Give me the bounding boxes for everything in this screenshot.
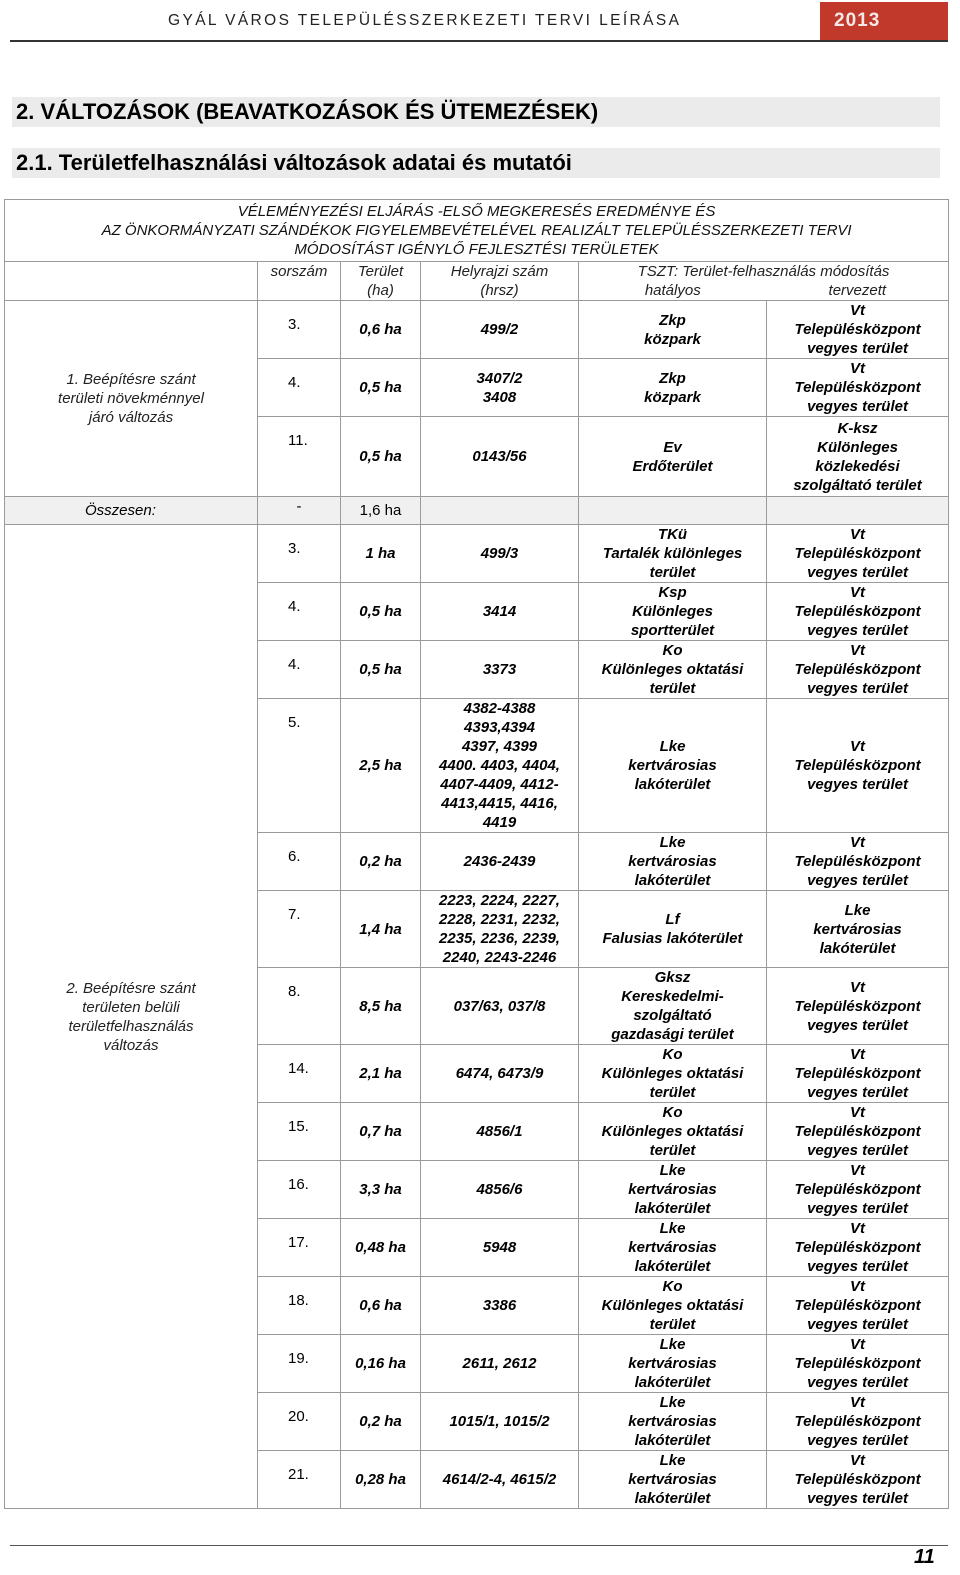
cell-line: Lke (659, 1162, 686, 1179)
hatalyos-cell (579, 641, 767, 699)
column-sorszam-label: sorszám (270, 263, 328, 280)
cell-line: Különleges oktatási (601, 661, 744, 678)
table-title-line: AZ ÖNKORMÁNYZATI SZÁNDÉKOK FIGYELEMBEVÉTELÉVEL REALIZÁLT TELEPÜLÉSSZERKEZETI TERVI (101, 222, 852, 239)
cell-line: 0143/56 (472, 448, 527, 465)
cell-line: vegyes terület (807, 398, 908, 415)
tervezett-cell (767, 1277, 949, 1335)
cell-line: lakóterület (634, 872, 711, 889)
cell-line: Lke (659, 1336, 686, 1353)
cell-line: terület (649, 1316, 696, 1333)
hatalyos-cell (579, 1335, 767, 1393)
hatalyos-cell (579, 968, 767, 1045)
cell-line: Vt (850, 526, 866, 543)
cell-line: TKü (657, 526, 688, 543)
cell-line: Lke (844, 901, 871, 919)
cell-line: Településközpont (794, 997, 921, 1015)
cell-line: Településközpont (794, 1297, 921, 1314)
total-empty-hatalyos (579, 497, 767, 525)
cell-line: Vt (850, 1162, 866, 1179)
cell-line: terület (649, 680, 696, 697)
cell-line: lakóterület (634, 776, 711, 793)
hrsz-cell (421, 641, 579, 699)
cell-line: 4400. 4403, 4404, (439, 757, 560, 774)
cell-line: Településközpont (794, 545, 921, 562)
cell-line: 3386 (482, 1297, 517, 1314)
hatalyos-cell (579, 525, 767, 583)
cell-line: 4393,4394 (464, 719, 535, 736)
tervezett-cell (767, 359, 949, 417)
sorszam-cell: 8. (258, 968, 341, 1045)
sorszam-cell: 14. (258, 1045, 341, 1103)
cell-line: vegyes terület (807, 1258, 908, 1275)
terulet-cell: 0,5 ha (341, 641, 421, 699)
hrsz-cell (421, 1219, 579, 1277)
column-header-row (5, 262, 949, 301)
cell-line: Vt (850, 360, 866, 377)
cell-line: terület (649, 1084, 696, 1101)
tervezett-cell (767, 968, 949, 1045)
cell-line: Vt (850, 1452, 866, 1469)
land-use-change-table (4, 199, 949, 1509)
hrsz-cell (421, 1335, 579, 1393)
cell-line: 5948 (482, 1239, 517, 1256)
terulet-cell: 0,7 ha (341, 1103, 421, 1161)
cell-line: terület (649, 564, 696, 581)
cell-line: gazdasági terület (611, 1026, 734, 1043)
cell-line: Tartalék különleges (602, 545, 743, 562)
tervezett-cell (767, 1103, 949, 1161)
table-title (5, 200, 949, 262)
cell-line: 4397, 4399 (461, 738, 538, 755)
terulet-cell: 0,2 ha (341, 833, 421, 891)
column-tszt-label: TSZT: Terület-felhasználás módosítás (637, 263, 890, 280)
terulet-cell: 0,5 ha (341, 417, 421, 497)
cell-line: Lke (659, 1220, 686, 1237)
section-label-header-cell (5, 262, 258, 301)
section-label-line: területfelhasználás (68, 1017, 194, 1035)
sorszam-cell: 4. (258, 641, 341, 699)
cell-line: 4419 (482, 814, 517, 831)
sorszam-cell: 17. (258, 1219, 341, 1277)
tervezett-cell (767, 1335, 949, 1393)
sorszam-cell: 21. (258, 1451, 341, 1509)
terulet-cell: 0,28 ha (341, 1451, 421, 1509)
cell-line: lakóterület (634, 1432, 711, 1449)
page-header (0, 0, 960, 42)
section-label-line: 2. Beépítésre szánt (66, 979, 196, 997)
cell-line: Zkp (659, 311, 686, 329)
tervezett-cell (767, 417, 949, 497)
tervezett-cell (767, 1451, 949, 1509)
hrsz-cell (421, 417, 579, 497)
sorszam-cell: 4. (258, 359, 341, 417)
cell-line: kertvárosias (628, 1355, 717, 1372)
terulet-cell: 1,4 ha (341, 891, 421, 968)
cell-line: Ko (662, 642, 683, 659)
cell-line: Zkp (659, 369, 686, 387)
sorszam-cell: 4. (258, 583, 341, 641)
terulet-cell: 1 ha (341, 525, 421, 583)
total-sorszam: - (258, 497, 341, 525)
cell-line: terület (649, 1142, 696, 1159)
tervezett-cell (767, 1045, 949, 1103)
cell-line: 3414 (482, 603, 517, 620)
terulet-cell: 8,5 ha (341, 968, 421, 1045)
terulet-cell: 0,6 ha (341, 301, 421, 359)
cell-line: 4382-4388 (463, 700, 536, 717)
cell-line: vegyes terület (807, 1016, 908, 1034)
cell-line: szolgáltató terület (793, 476, 922, 494)
cell-line: vegyes terület (807, 1374, 908, 1391)
cell-line: Vt (850, 1046, 866, 1063)
cell-line: 2228, 2231, 2232, (439, 911, 560, 928)
cell-line: Településközpont (794, 321, 921, 338)
cell-line: sportterület (630, 622, 715, 639)
hrsz-cell (421, 525, 579, 583)
cell-line: K-ksz (837, 419, 878, 437)
section-label-line: 1. Beépítésre szánt (66, 371, 196, 388)
cell-line: közpark (644, 330, 701, 348)
cell-line: Településközpont (794, 1123, 921, 1140)
cell-line: Különleges oktatási (601, 1123, 744, 1140)
terulet-cell: 0,5 ha (341, 583, 421, 641)
section1-label (5, 301, 258, 497)
cell-line: Különleges oktatási (601, 1297, 744, 1314)
column-terulet-label: Terület (357, 263, 404, 280)
total-terulet: 1,6 ha (341, 497, 421, 525)
column-tszt-subheads (579, 281, 948, 300)
hrsz-cell (421, 301, 579, 359)
tervezett-cell (767, 699, 949, 833)
column-hrsz-unit: (hrsz) (480, 282, 519, 299)
hatalyos-cell (579, 1219, 767, 1277)
cell-line: Falusias lakóterület (602, 930, 743, 947)
terulet-cell: 0,16 ha (341, 1335, 421, 1393)
terulet-cell: 0,2 ha (341, 1393, 421, 1451)
cell-line: vegyes terület (807, 564, 908, 581)
tervezett-cell (767, 301, 949, 359)
sorszam-cell: 6. (258, 833, 341, 891)
hatalyos-cell (579, 1451, 767, 1509)
cell-line: Különleges (632, 603, 713, 620)
cell-line: Vt (850, 1278, 866, 1295)
cell-line: kertvárosias (628, 1471, 717, 1488)
cell-line: 2436-2439 (463, 853, 536, 870)
cell-line: Ko (662, 1104, 683, 1121)
hatalyos-cell (579, 1277, 767, 1335)
cell-line: Vt (850, 302, 866, 319)
cell-line: kertvárosias (628, 1181, 717, 1198)
cell-line: Vt (850, 1336, 866, 1353)
cell-line: lakóterület (634, 1200, 711, 1217)
hatalyos-cell (579, 699, 767, 833)
cell-line: 2611, 2612 (462, 1355, 537, 1372)
cell-line: Ko (662, 1278, 683, 1295)
section-label-line: változás (103, 1036, 159, 1054)
cell-line: lakóterület (634, 1374, 711, 1391)
cell-line: 499/3 (480, 545, 519, 562)
cell-line: Vt (850, 584, 866, 601)
column-hrsz-label: Helyrajzi szám (450, 263, 549, 280)
cell-line: szolgáltató (633, 1007, 712, 1024)
sorszam-cell: 15. (258, 1103, 341, 1161)
cell-line: Különleges (817, 438, 898, 456)
cell-line: Településközpont (794, 1471, 921, 1488)
cell-line: 2235, 2236, 2239, (439, 930, 560, 947)
sorszam-cell: 16. (258, 1161, 341, 1219)
cell-line: Lke (659, 1394, 686, 1411)
column-terulet-unit: (ha) (367, 282, 394, 299)
cell-line: Ev (663, 438, 682, 456)
cell-line: lakóterület (634, 1490, 711, 1507)
cell-line: Településközpont (794, 757, 921, 774)
table-row (5, 301, 949, 359)
cell-line: vegyes terület (807, 1084, 908, 1101)
header-divider (10, 40, 948, 42)
cell-line: Vt (850, 642, 866, 659)
terulet-cell: 2,1 ha (341, 1045, 421, 1103)
cell-line: Lke (659, 1452, 686, 1469)
tervezett-cell (767, 1219, 949, 1277)
hatalyos-cell (579, 417, 767, 497)
hatalyos-cell (579, 833, 767, 891)
cell-line: 4856/6 (476, 1181, 523, 1198)
cell-line: 4614/2-4, 4615/2 (442, 1471, 557, 1488)
cell-line: Vt (850, 978, 866, 996)
cell-line: 3373 (482, 661, 517, 678)
cell-line: Településközpont (794, 379, 921, 396)
tervezett-cell (767, 1393, 949, 1451)
cell-line: Településközpont (794, 1065, 921, 1082)
terulet-cell: 3,3 ha (341, 1161, 421, 1219)
hatalyos-cell (579, 1045, 767, 1103)
cell-line: 499/2 (480, 321, 519, 338)
cell-line: vegyes terület (807, 1490, 908, 1507)
table-title-line: VÉLEMÉNYEZÉSI ELJÁRÁS -ELSŐ MEGKERESÉS EREDMÉNYE ÉS (237, 203, 716, 220)
cell-line: vegyes terület (807, 1316, 908, 1333)
hrsz-cell (421, 1277, 579, 1335)
cell-line: vegyes terület (807, 1432, 908, 1449)
tervezett-cell (767, 525, 949, 583)
table-title-row (5, 200, 949, 262)
cell-line: Településközpont (794, 1413, 921, 1430)
cell-line: Lke (659, 738, 686, 755)
tervezett-cell (767, 583, 949, 641)
cell-line: vegyes terület (807, 1200, 908, 1217)
cell-line: vegyes terület (807, 776, 908, 793)
cell-line: 3408 (482, 388, 517, 406)
cell-line: 6474, 6473/9 (455, 1065, 544, 1082)
table-row (5, 525, 949, 583)
hrsz-cell (421, 968, 579, 1045)
sorszam-cell: 5. (258, 699, 341, 833)
footer-divider (10, 1545, 948, 1546)
sorszam-cell: 20. (258, 1393, 341, 1451)
cell-line: Lf (665, 911, 680, 928)
cell-line: Településközpont (794, 1181, 921, 1198)
cell-line: vegyes terület (807, 872, 908, 889)
cell-line: kertvárosias (628, 757, 717, 774)
year-badge: 2013 (820, 2, 948, 40)
section-label-line: járó változás (88, 409, 174, 426)
table-title-line: MÓDOSÍTÁST IGÉNYLŐ FEJLESZTÉSI TERÜLETEK (294, 241, 659, 258)
cell-line: közlekedési (815, 457, 900, 475)
cell-line: vegyes terület (807, 622, 908, 639)
cell-line: vegyes terület (807, 680, 908, 697)
hrsz-cell (421, 583, 579, 641)
hrsz-cell (421, 833, 579, 891)
cell-line: Vt (850, 1220, 866, 1237)
tervezett-cell (767, 641, 949, 699)
total-empty-hrsz (421, 497, 579, 525)
section2-label (5, 525, 258, 1509)
cell-line: 4856/1 (476, 1123, 523, 1140)
terulet-cell: 2,5 ha (341, 699, 421, 833)
cell-line: kertvárosias (813, 920, 902, 938)
hatalyos-cell (579, 583, 767, 641)
cell-line: Településközpont (794, 1239, 921, 1256)
hrsz-cell (421, 699, 579, 833)
hatalyos-cell (579, 359, 767, 417)
cell-line: Településközpont (794, 661, 921, 678)
cell-line: Gksz (654, 969, 691, 986)
document-title: GYÁL VÁROS TELEPÜLÉSSZERKEZETI TERVI LEÍRÁSA (168, 12, 682, 29)
section-label-line: területen belüli (82, 998, 180, 1016)
sorszam-cell: 18. (258, 1277, 341, 1335)
tervezett-cell (767, 833, 949, 891)
hrsz-cell (421, 1045, 579, 1103)
cell-line: kertvárosias (628, 1413, 717, 1430)
cell-line: lakóterület (634, 1258, 711, 1275)
column-terulet (341, 262, 421, 301)
cell-line: Különleges oktatási (601, 1065, 744, 1082)
cell-line: 2223, 2224, 2227, (439, 892, 560, 909)
terulet-cell: 0,5 ha (341, 359, 421, 417)
column-tszt (579, 262, 949, 301)
hrsz-cell (421, 1161, 579, 1219)
terulet-cell: 0,6 ha (341, 1277, 421, 1335)
cell-line: kertvárosias (628, 1239, 717, 1256)
cell-line: 3407/2 (476, 369, 523, 387)
cell-line: Kereskedelmi- (621, 988, 724, 1005)
column-hrsz (421, 262, 579, 301)
cell-line: Településközpont (794, 1355, 921, 1372)
cell-line: Településközpont (794, 853, 921, 870)
hatalyos-cell (579, 1161, 767, 1219)
cell-line: Vt (850, 1104, 866, 1121)
hrsz-cell (421, 891, 579, 968)
chapter-heading: 2. VÁLTOZÁSOK (BEAVATKOZÁSOK ÉS ÜTEMEZÉSEK) (12, 97, 940, 127)
hrsz-cell (421, 1393, 579, 1451)
terulet-cell: 0,48 ha (341, 1219, 421, 1277)
sorszam-cell: 3. (258, 525, 341, 583)
page-number: 11 (914, 1546, 935, 1568)
cell-line: 4413,4415, 4416, (441, 795, 558, 812)
cell-line: Vt (850, 1394, 866, 1411)
cell-line: Ksp (658, 584, 687, 601)
cell-line: 1015/1, 1015/2 (449, 1413, 550, 1430)
hatalyos-cell (579, 891, 767, 968)
cell-line: lakóterület (819, 939, 896, 957)
hatalyos-cell (579, 1393, 767, 1451)
total-label: Összesen: (5, 497, 258, 525)
cell-line: 037/63, 037/8 (453, 997, 546, 1015)
total-empty-tervezett (767, 497, 949, 525)
total-row (5, 497, 949, 525)
hrsz-cell (421, 1103, 579, 1161)
sorszam-cell: 19. (258, 1335, 341, 1393)
cell-line: kertvárosias (628, 853, 717, 870)
section-label-line: területi növekménnyel (58, 390, 204, 407)
cell-line: vegyes terület (807, 1142, 908, 1159)
column-tervezett-label: tervezett (828, 282, 887, 299)
cell-line: Lke (659, 834, 686, 851)
cell-line: közpark (644, 388, 701, 406)
tervezett-cell (767, 891, 949, 968)
cell-line: Vt (850, 834, 866, 851)
cell-line: 2240, 2243-2246 (442, 949, 557, 966)
column-sorszam (258, 262, 341, 301)
sorszam-cell: 3. (258, 301, 341, 359)
section-heading: 2.1. Területfelhasználási változások adatai és mutatói (12, 148, 940, 178)
cell-line: Településközpont (794, 603, 921, 620)
column-hatalyos-label: hatályos (644, 282, 701, 299)
cell-line: Erdőterület (632, 457, 713, 475)
sorszam-cell: 11. (258, 417, 341, 497)
cell-line: Vt (850, 738, 866, 755)
cell-line: 4407-4409, 4412- (440, 776, 559, 793)
cell-line: vegyes terület (807, 340, 908, 357)
tervezett-cell (767, 1161, 949, 1219)
hrsz-cell (421, 1451, 579, 1509)
hatalyos-cell (579, 1103, 767, 1161)
hrsz-cell (421, 359, 579, 417)
hatalyos-cell (579, 301, 767, 359)
cell-line: Ko (662, 1046, 683, 1063)
sorszam-cell: 7. (258, 891, 341, 968)
